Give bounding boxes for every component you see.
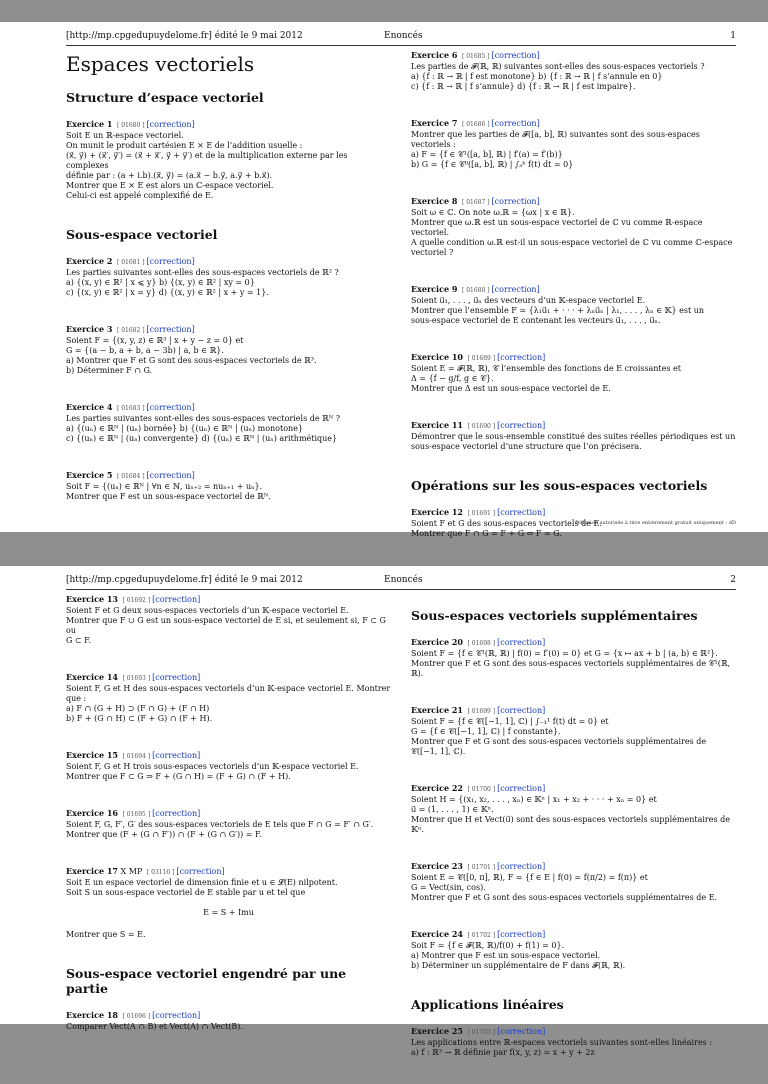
exercise-text-line: a) F ∩ (G + H) ⊃ (F ∩ G) + (F ∩ H) <box>66 704 210 713</box>
header-url: [http://mp.cpgedupuydelome.fr] édité le 9 mai 2012 <box>66 575 303 585</box>
exercise <box>66 750 391 782</box>
page-header <box>66 575 736 589</box>
exercise-text-line: Soient F et G deux sous-espaces vectoriels d’un 𝕂-espace vectoriel E. <box>66 606 349 615</box>
correction-link[interactable]: [correction] <box>497 784 546 793</box>
exercise <box>411 118 737 170</box>
exercise <box>66 672 391 724</box>
exercise-label: Exercice 6 <box>411 50 458 60</box>
document-page-2 <box>0 566 768 1057</box>
exercise-code: [ 01683 ] <box>116 405 145 412</box>
left-column <box>66 50 391 528</box>
correction-link[interactable]: [correction] <box>497 930 546 939</box>
exercise <box>66 1010 391 1032</box>
exercise-text-line: c) {(x, y) ∈ ℝ² | x = y} d) {(x, y) ∈ ℝ² | x + y = 1}. <box>66 288 269 297</box>
exercise-text-line: A quelle condition ω.ℝ est-il un sous-espace vectoriel de ℂ vu comme ℂ-espace <box>411 238 733 247</box>
exercise-text-line: sous-espace vectoriel de E contenant les vecteurs u⃗₁, . . . , u⃗ₙ. <box>411 316 661 325</box>
exercise-text-line: Δ = {f − g/f, g ∈ 𝒞}. <box>411 374 494 383</box>
exercise-heading <box>411 284 737 296</box>
exercise-heading <box>411 861 737 873</box>
exercise-text-line: G = {f ∈ 𝒞([−1, 1], ℂ) | f constante}. <box>411 727 561 736</box>
exercise-code: [ 01698 ] <box>467 640 496 647</box>
exercise-text-line: Montrer que E × E est alors un ℂ-espace vectoriel. <box>66 181 274 190</box>
exercise-code: [ 01688 ] <box>461 287 490 294</box>
exercise-text-line: Celui-ci est appelé complexifié de E. <box>66 191 214 200</box>
exercise-heading <box>66 594 391 606</box>
exercise-text-line: Les parties suivantes sont-elles des sous-espaces vectoriels de ℝᴺ ? <box>66 414 341 423</box>
exercise-text-line: sous-espace vectoriel d’une structure que l’on précisera. <box>411 442 642 451</box>
exercise-label: Exercice 5 <box>66 470 113 480</box>
exercise-label: Exercice 10 <box>411 352 463 362</box>
exercise-label: Exercice 16 <box>66 808 118 818</box>
correction-link[interactable]: [correction] <box>152 595 201 604</box>
exercise-label: Exercice 12 <box>411 507 463 517</box>
exercise-text-line: Montrer que l’ensemble F = {λ₁u⃗₁ + · · · + λₙu⃗ₙ | λ₁, . . . , λₙ ∈ 𝕂} est un <box>411 306 705 315</box>
exercise-text-line: Montrer que (F + (G ∩ F′)) ∩ (F + (G ∩ G′)) = F. <box>66 830 262 839</box>
exercise-text-line: c) {f : ℝ → ℝ | f s’annule} d) {f : ℝ → ℝ | f est impaire}. <box>411 82 636 91</box>
exercise-code: [ 01686 ] <box>461 121 490 128</box>
exercise-code: [ 01696 ] <box>122 1013 151 1020</box>
header-page-number: 2 <box>730 575 736 585</box>
exercise <box>411 352 737 394</box>
exercise-text-line: Soient F, G, F′, G′ des sous-espaces vectoriels de E tels que F ∩ G = F′ ∩ G′. <box>66 820 374 829</box>
correction-link[interactable]: [correction] <box>497 706 546 715</box>
exercise <box>66 119 391 201</box>
header-url: [http://mp.cpgedupuydelome.fr] édité le 9 mai 2012 <box>66 31 303 41</box>
right-column <box>411 50 737 565</box>
exercise-text-line: G = {(a − b, a + b, a − 3b) | a, b ∈ ℝ}. <box>66 346 224 355</box>
exercise <box>411 50 737 92</box>
exercise-heading <box>66 402 391 414</box>
document-title: Espaces vectoriels <box>66 52 255 76</box>
exercise-text-line: Montrer que les parties de 𝓕([a, b], ℝ) suivantes sont des sous-espaces vectoriels : <box>411 130 700 149</box>
exercise-text-line: Montrer que F et G sont des sous-espaces vectoriels supplémentaires de E. <box>411 893 718 902</box>
exercise-label: Exercice 9 <box>411 284 458 294</box>
correction-link[interactable]: [correction] <box>152 809 201 818</box>
exercise-label: Exercice 25 <box>411 1026 463 1036</box>
exercise-text-line: G = Vect(sin, cos). <box>411 883 486 892</box>
exercise-source: X MP <box>120 867 143 876</box>
header-rule <box>66 45 736 46</box>
exercise-code: [ 01692 ] <box>122 597 151 604</box>
exercise-text-line: On munit le produit cartésien E × E de l’addition usuelle : <box>66 141 303 150</box>
correction-link[interactable]: [correction] <box>491 285 540 294</box>
exercise-label: Exercice 17 <box>66 866 118 876</box>
left-column <box>66 594 391 1058</box>
exercise-text-line: u⃗ = (1, . . . , 1) ∈ 𝕂ⁿ. <box>411 805 494 814</box>
correction-link[interactable]: [correction] <box>497 508 546 517</box>
page-footer: Diffusion autorisée à titre entièrement gratuit uniquement - dD <box>575 520 736 526</box>
exercise-text-line: définie par : (a + i.b).(x⃗, y⃗) = (a.x⃗ − b.y⃗, a.y⃗ + b.x⃗). <box>66 171 273 180</box>
exercise-code: [ 01702 ] <box>467 932 496 939</box>
exercise-equation: E = S + Imu <box>203 908 254 917</box>
exercise-text-line: Montrer que F et G sont des sous-espaces vectoriels supplémentaires de <box>411 737 707 746</box>
header-section: Enoncés <box>384 575 423 585</box>
exercise-code: [ 01681 ] <box>116 259 145 266</box>
section-heading: Sous-espace vectoriel engendré par une partie <box>66 966 347 996</box>
exercise-label: Exercice 3 <box>66 324 113 334</box>
exercise-code: [ 01687 ] <box>461 199 490 206</box>
right-column <box>411 594 737 1084</box>
exercise-text-line: a) f : ℝ³ → ℝ définie par f(x, y, z) = x + y + 2z <box>411 1048 595 1057</box>
exercise <box>411 929 737 971</box>
exercise-heading <box>66 808 391 820</box>
exercise-text-line: Soient F = {f ∈ 𝒞([−1, 1], ℂ) | ∫₋₁¹ f(t) dt = 0} et <box>411 717 609 726</box>
exercise <box>66 470 391 502</box>
exercise-text-line: Les applications entre ℝ-espaces vectoriels suivantes sont-elles linéaires : <box>411 1038 713 1047</box>
exercise-text-line: Soit ω ∈ ℂ. On note ω.ℝ = {ωx | x ∈ ℝ}. <box>411 208 575 217</box>
exercise-heading <box>66 1010 391 1022</box>
exercise-text-line: Soit S un sous-espace vectoriel de E stable par u et tel que <box>66 888 306 897</box>
exercise <box>66 808 391 840</box>
exercise-code: [ 01699 ] <box>467 708 496 715</box>
section-heading: Applications linéaires <box>411 997 564 1012</box>
exercise-label: Exercice 24 <box>411 929 463 939</box>
exercise-heading <box>411 783 737 795</box>
exercise-label: Exercice 2 <box>66 256 113 266</box>
correction-link[interactable]: [correction] <box>146 403 195 412</box>
exercise-text-line: a) {(x, y) ∈ ℝ² | x ⩽ y} b) {(x, y) ∈ ℝ² | xy = 0} <box>66 278 255 287</box>
correction-link[interactable]: [correction] <box>497 638 546 647</box>
exercise-code: [ 01695 ] <box>122 811 151 818</box>
exercise-label: Exercice 20 <box>411 637 463 647</box>
exercise-heading <box>66 324 391 336</box>
exercise-text-line: Soient u⃗₁, . . . , u⃗ₙ des vecteurs d’un 𝕂-espace vectoriel E. <box>411 296 646 305</box>
exercise-text-line: Montrer que F est un sous-espace vectoriel de ℝᴺ. <box>66 492 271 501</box>
section-heading: Sous-espace vectoriel <box>66 227 218 242</box>
exercise-heading <box>411 50 737 62</box>
exercise-heading <box>411 1026 737 1038</box>
exercise-text-line: Soit F = {(uₙ) ∈ ℝᴺ | ∀n ∈ ℕ, uₙ₊₂ = nuₙ₊₁ + uₙ}. <box>66 482 263 491</box>
exercise-code: [ 01701 ] <box>467 864 496 871</box>
exercise-label: Exercice 8 <box>411 196 458 206</box>
exercise-code: [ 01682 ] <box>116 327 145 334</box>
exercise-text-line: Soit E un espace vectoriel de dimension finie et u ∈ 𝓛(E) nilpotent. <box>66 878 338 887</box>
exercise-text-line: que : <box>66 694 87 703</box>
exercise-text-line: Démontrer que le sous-ensemble constitué des suites réelles périodiques est un <box>411 432 736 441</box>
exercise-text-line: (x⃗, y⃗) + (x⃗′, y⃗′) = (x⃗ + x⃗′, y⃗ + y⃗′) et de la multiplication externe par les complexes <box>66 151 348 170</box>
exercise-text-line: Soient F = {(x, y, z) ∈ ℝ³ | x + y − z = 0} et <box>66 336 244 345</box>
section-heading: Opérations sur les sous-espaces vectoriels <box>411 478 708 493</box>
exercise-code: [ 01693 ] <box>122 675 151 682</box>
exercise-label: Exercice 23 <box>411 861 463 871</box>
exercise-text-line: 𝒞([−1, 1], ℂ). <box>411 747 466 756</box>
correction-link[interactable]: [correction] <box>497 862 546 871</box>
correction-link[interactable]: [correction] <box>497 353 546 362</box>
section-heading: Structure d’espace vectoriel <box>66 90 264 105</box>
exercise <box>411 705 737 757</box>
exercise-text-line: Soient E = 𝓕(ℝ, ℝ), 𝒞 l’ensemble des fonctions de E croissantes et <box>411 364 681 373</box>
exercise-label: Exercice 15 <box>66 750 118 760</box>
exercise-text-line: Montrer que F et G sont des sous-espaces vectoriels supplémentaires de 𝒞¹(ℝ, ℝ). <box>411 659 731 678</box>
exercise <box>66 256 391 298</box>
exercise-heading <box>411 705 737 717</box>
exercise-heading <box>411 196 737 208</box>
exercise-label: Exercice 1 <box>66 119 113 129</box>
exercise-heading <box>411 352 737 364</box>
exercise-label: Exercice 4 <box>66 402 113 412</box>
exercise-text-line: Soit E un ℝ-espace vectoriel. <box>66 131 184 140</box>
page-header <box>66 31 736 45</box>
header-rule <box>66 589 736 590</box>
exercise-label: Exercice 18 <box>66 1010 118 1020</box>
exercise-text-line: Montrer que F ∪ G est un sous-espace vectoriel de E si, et seulement si, F ⊂ G ou <box>66 616 386 635</box>
exercise-text-line: a) Montrer que F est un sous-espace vectoriel. <box>411 951 601 960</box>
exercise <box>411 420 737 452</box>
exercise-heading <box>66 866 391 878</box>
exercise-text-line: Soient F = {f ∈ 𝒞¹(ℝ, ℝ) | f(0) = f′(0) = 0} et G = {x ↦ ax + b | (a, b) ∈ ℝ²}. <box>411 649 718 658</box>
exercise-heading <box>411 507 737 519</box>
exercise <box>66 594 391 646</box>
exercise-code: [ 01685 ] <box>461 53 490 60</box>
exercise-text-line: b) G = {f ∈ 𝒞⁰([a, b], ℝ) | ∫ₐᵇ f(t) dt = 0} <box>411 160 574 169</box>
exercise-text-line: b) Déterminer un supplémentaire de F dans 𝓕(ℝ, ℝ). <box>411 961 626 970</box>
exercise-code: [ 01700 ] <box>467 786 496 793</box>
correction-link[interactable]: [correction] <box>152 751 201 760</box>
exercise-heading <box>66 672 391 684</box>
exercise-label: Exercice 22 <box>411 783 463 793</box>
exercise-heading <box>66 256 391 268</box>
exercise-heading <box>66 750 391 762</box>
exercise-text-line: Comparer Vect(A ∩ B) et Vect(A) ∩ Vect(B). <box>66 1022 243 1031</box>
exercise-label: Exercice 14 <box>66 672 118 682</box>
exercise-text-line: Soient F et G des sous-espaces vectoriels de E. <box>411 519 602 528</box>
exercise-text-line: Montrer que F ⊂ G ⇒ F + (G ∩ H) = (F + G) ∩ (F + H). <box>66 772 291 781</box>
exercise <box>411 637 737 679</box>
exercise-code: [ 01694 ] <box>122 753 151 760</box>
exercise-heading <box>411 637 737 649</box>
exercise-heading <box>66 470 391 482</box>
exercise-code: [ 01703 ] <box>467 1029 496 1036</box>
correction-link[interactable]: [correction] <box>152 673 201 682</box>
exercise-text-line: G ⊂ F. <box>66 636 92 645</box>
correction-link[interactable]: [correction] <box>497 1027 546 1036</box>
document-page-1 <box>0 22 768 538</box>
exercise-text-line: Montrer que F ∩ G = F + G ⇔ F = G. <box>411 529 562 538</box>
header-page-number: 1 <box>730 31 736 41</box>
exercise-text-line: Montrer que Δ est un sous-espace vectoriel de E. <box>411 384 611 393</box>
exercise <box>66 402 391 444</box>
correction-link[interactable]: [correction] <box>146 471 195 480</box>
exercise-text-line: Les parties de 𝓕(ℝ, ℝ) suivantes sont-elles des sous-espaces vectoriels ? <box>411 62 705 71</box>
exercise-text-line: Montrer que H et Vect(u⃗) sont des sous-espaces vectoriels supplémentaires de 𝕂ⁿ. <box>411 815 730 834</box>
exercise-text-line: Montrer que ω.ℝ est un sous-espace vectoriel de ℂ vu comme ℝ-espace vectoriel. <box>411 218 703 237</box>
correction-link[interactable]: [correction] <box>176 867 225 876</box>
exercise-text-line: a) {f : ℝ → ℝ | f est monotone} b) {f : ℝ → ℝ | f s’annule en 0} <box>411 72 663 81</box>
correction-link[interactable]: [correction] <box>491 197 540 206</box>
exercise-code: [ 01689 ] <box>467 355 496 362</box>
correction-link[interactable]: [correction] <box>152 1011 201 1020</box>
exercise-text-line: b) F + (G ∩ H) ⊂ (F + G) ∩ (F + H). <box>66 714 213 723</box>
correction-link[interactable]: [correction] <box>497 421 546 430</box>
exercise-code: [ 01684 ] <box>116 473 145 480</box>
exercise <box>66 866 391 940</box>
correction-link[interactable]: [correction] <box>146 325 195 334</box>
exercise-label: Exercice 21 <box>411 705 463 715</box>
exercise <box>411 284 737 326</box>
exercise-text-line: Soit F = {f ∈ 𝓕(ℝ, ℝ)/f(0) + f(1) = 0}. <box>411 941 565 950</box>
exercise-code: [ 01690 ] <box>467 423 496 430</box>
exercise-text-line: Soient E = 𝒞([0, π], ℝ), F = {f ∈ E | f(0) = f(π/2) = f(π)} et <box>411 873 648 882</box>
exercise <box>66 324 391 376</box>
exercise-code: [ 01691 ] <box>467 510 496 517</box>
exercise-text-line: Soient F, G et H des sous-espaces vectoriels d’un 𝕂-espace vectoriel E. Montrer <box>66 684 391 693</box>
exercise-text-line: Soient F, G et H trois sous-espaces vectoriels d’un 𝕂-espace vectoriel E. <box>66 762 359 771</box>
exercise-code: [ 03116 ] <box>146 869 175 876</box>
exercise <box>411 783 737 835</box>
exercise-code: [ 01680 ] <box>116 122 145 129</box>
correction-link[interactable]: [correction] <box>491 51 540 60</box>
correction-link[interactable]: [correction] <box>491 119 540 128</box>
header-section: Enoncés <box>384 31 423 41</box>
exercise-text-line: Les parties suivantes sont-elles des sous-espaces vectoriels de ℝ² ? <box>66 268 339 277</box>
exercise-heading <box>66 119 391 131</box>
exercise-heading <box>411 420 737 432</box>
exercise-heading <box>411 929 737 941</box>
exercise-text-line: a) Montrer que F et G sont des sous-espaces vectoriels de ℝ³. <box>66 356 317 365</box>
exercise-text-line: a) F = {f ∈ 𝒞¹([a, b], ℝ) | f′(a) = f′(b)} <box>411 150 563 159</box>
exercise-label: Exercice 7 <box>411 118 458 128</box>
exercise-text-line: vectoriel ? <box>411 248 454 257</box>
exercise <box>411 196 737 258</box>
exercise-text-line: b) Déterminer F ∩ G. <box>66 366 153 375</box>
exercise-label: Exercice 13 <box>66 594 118 604</box>
exercise-heading <box>411 118 737 130</box>
exercise-text-line: Soient H = {(x₁, x₂, . . . , xₙ) ∈ 𝕂ⁿ | x₁ + x₂ + · · · + xₙ = 0} et <box>411 795 657 804</box>
exercise <box>411 861 737 903</box>
correction-link[interactable]: [correction] <box>146 257 195 266</box>
exercise-text-line: a) {(uₙ) ∈ ℝᴺ | (uₙ) bornée} b) {(uₙ) ∈ ℝᴺ | (uₙ) monotone} <box>66 424 303 433</box>
exercise-label: Exercice 11 <box>411 420 463 430</box>
section-heading: Sous-espaces vectoriels supplémentaires <box>411 608 698 623</box>
exercise-text-line: Montrer que S = E. <box>66 930 146 939</box>
exercise <box>411 1026 737 1058</box>
correction-link[interactable]: [correction] <box>146 120 195 129</box>
exercise-text-line: c) {(uₙ) ∈ ℝᴺ | (uₙ) convergente} d) {(uₙ) ∈ ℝᴺ | (uₙ) arithmétique} <box>66 434 338 443</box>
